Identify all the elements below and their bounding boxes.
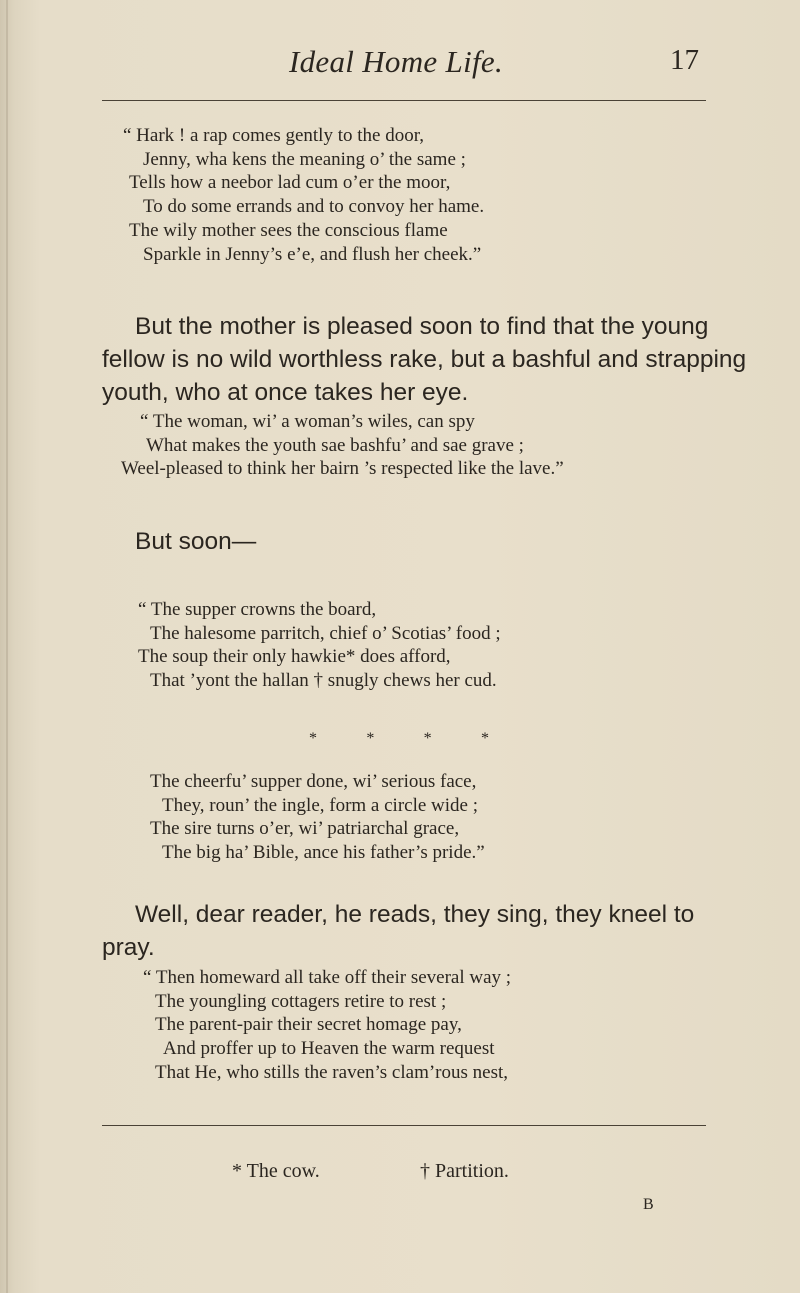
asterisk: * — [366, 730, 375, 747]
page-number: 17 — [670, 44, 699, 76]
verse-line: The cheerfu’ supper done, wi’ serious face, — [150, 771, 477, 792]
verse-line: What makes the youth sae bashfu’ and sae grave ; — [146, 434, 524, 456]
prose-line: But the mother is pleased soon to find that the young — [135, 313, 709, 340]
verse-line: Jenny, wha kens the meaning o’ the same ; — [143, 148, 466, 170]
verse-line: Sparkle in Jenny’s e’e, and flush her cheek.” — [143, 243, 482, 265]
verse-line: “ The supper crowns the board, — [138, 599, 377, 620]
verse-line: “ Then homeward all take off their several way ; — [143, 967, 512, 988]
verse-line: That ’yont the hallan † snugly chews her cud. — [150, 670, 497, 692]
asterisk: * — [309, 730, 317, 747]
verse-line: The sire turns o’er, wi’ patriarchal grace, — [150, 818, 460, 840]
verse-line: “ The woman, wi’ a woman’s wiles, can spy — [140, 411, 475, 432]
prose-line: pray. — [102, 934, 155, 961]
footnote-rule — [102, 1125, 706, 1126]
section-break-asterisks — [309, 730, 489, 748]
prose-line: fellow is no wild worthless rake, but a bashful and strapping — [102, 346, 747, 373]
footnote-cow: * The cow. — [232, 1160, 320, 1182]
verse-line: The wily mother sees the conscious flame — [129, 219, 448, 241]
verse-stanza-5 — [143, 966, 511, 1085]
prose-paragraph-1 — [102, 310, 746, 409]
verse-stanza-1 — [123, 124, 484, 266]
asterisk: * — [480, 730, 489, 747]
verse-line: They, roun’ the ingle, form a circle wide ; — [162, 794, 479, 816]
prose-paragraph-3 — [102, 898, 694, 964]
prose-line: Well, dear reader, he reads, they sing, they kneel to — [135, 901, 695, 928]
prose-paragraph-2 — [135, 525, 256, 558]
verse-line: And proffer up to Heaven the warm request — [163, 1038, 495, 1060]
verse-stanza-3 — [138, 598, 501, 693]
verse-line: Weel-pleased to think her bairn ’s respected like the lave.” — [121, 458, 564, 480]
verse-line: Tells how a neebor lad cum o’er the moor, — [129, 172, 451, 194]
asterisk: * — [423, 730, 432, 747]
verse-line: The youngling cottagers retire to rest ; — [155, 990, 447, 1012]
verse-stanza-4 — [150, 770, 485, 865]
header-rule — [102, 100, 706, 101]
running-title: Ideal Home Life. — [289, 44, 504, 79]
prose-line: But soon— — [135, 528, 257, 555]
page-gutter-shadow — [6, 0, 8, 1293]
running-head — [0, 44, 800, 92]
verse-line: That He, who stills the raven’s clam’rous nest, — [155, 1061, 509, 1083]
verse-line: The big ha’ Bible, ance his father’s pride.” — [162, 842, 485, 864]
verse-line: The halesome parritch, chief o’ Scotias’ food ; — [150, 622, 501, 644]
verse-stanza-2 — [121, 410, 564, 481]
verse-line: To do some errands and to convoy her hame. — [143, 196, 485, 218]
prose-line: youth, who at once takes her eye. — [102, 379, 469, 406]
verse-line: The soup their only hawkie* does afford, — [138, 646, 451, 668]
signature-mark: B — [643, 1196, 654, 1213]
verse-line: “ Hark ! a rap comes gently to the door, — [123, 125, 425, 146]
verse-line: The parent-pair their secret homage pay, — [155, 1014, 462, 1036]
footnote-partition: † Partition. — [420, 1160, 509, 1182]
